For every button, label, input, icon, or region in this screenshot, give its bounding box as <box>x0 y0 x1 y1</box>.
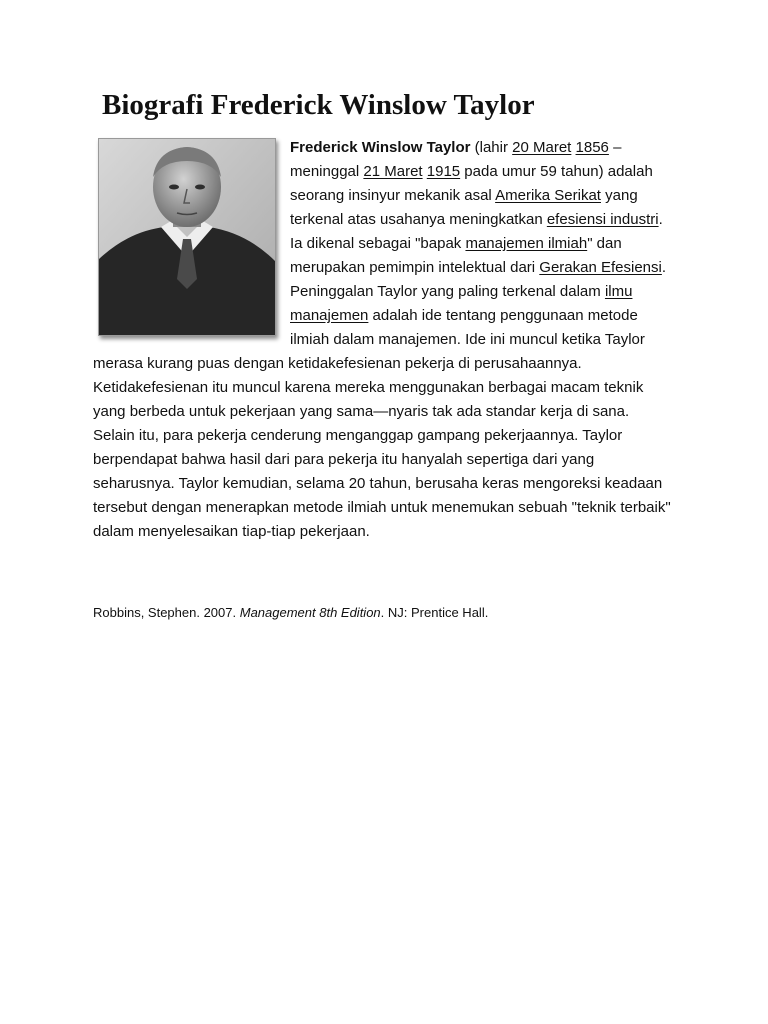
link-death-year[interactable]: 1915 <box>426 163 461 180</box>
bio-text: . Ia dikenal sebagai "bapak <box>290 211 663 252</box>
subject-name: Frederick Winslow Taylor <box>290 139 471 156</box>
bio-text: adalah ide tentang penggunaan metode ilmiah dalam manajemen. Ide ini muncul ketika Taylor merasa kurang puas dengan ketidakefesienan pekerja di perusahaannya. Ketidakefesienan itu muncul karena mereka menggunakan berbagai macam teknik yang berbeda untuk pekerjaan yang sama—nyaris tak ada standar kerja di sana. Selain itu, para pekerja cenderung menganggap gampang pekerjaannya. Taylor berpendapat bahwa hasil dari para pekerja itu hanyalah sepertiga dari yang seharusnya. Taylor kemudian, selama 20 tahun, berusaha keras mengoreksi keadaan tersebut dengan menerapkan metode ilmiah untuk menemukan sebuah "teknik terbaik" dalam menyelesaikan tiap-tiap pekerjaan. <box>93 307 671 540</box>
link-country[interactable]: Amerika Serikat <box>495 187 601 204</box>
link-efficiency[interactable]: efesiensi industri <box>546 211 659 228</box>
citation-book-title: Management 8th Edition <box>239 605 381 620</box>
page-title: Biografi Frederick Winslow Taylor <box>102 89 535 121</box>
link-death-date[interactable]: 21 Maret <box>363 163 423 180</box>
link-birth-date[interactable]: 20 Maret <box>512 139 572 156</box>
bio-text: . Peninggalan Taylor yang paling terkenal dalam <box>290 259 667 300</box>
link-management-science[interactable]: ilmu manajemen <box>290 283 633 324</box>
citation-publisher: . NJ: Prentice Hall. <box>380 605 489 620</box>
reference-citation <box>93 604 488 622</box>
bio-text: pada umur 59 tahun) adalah seorang insinyur mekanik asal <box>290 163 653 204</box>
bio-text: – meninggal <box>290 139 622 180</box>
link-efficiency-movement[interactable]: Gerakan Efesiensi <box>539 259 662 276</box>
bio-text: (lahir <box>470 139 513 156</box>
link-birth-year[interactable]: 1856 <box>575 139 609 156</box>
bio-text: yang terkenal atas usahanya meningkatkan <box>290 187 638 228</box>
link-scientific-management[interactable]: manajemen ilmiah <box>465 235 588 252</box>
citation-author: Robbins, Stephen. 2007. <box>93 605 240 620</box>
biography-paragraph <box>93 136 673 544</box>
bio-text: " dan merupakan pemimpin intelektual dari <box>290 235 622 276</box>
